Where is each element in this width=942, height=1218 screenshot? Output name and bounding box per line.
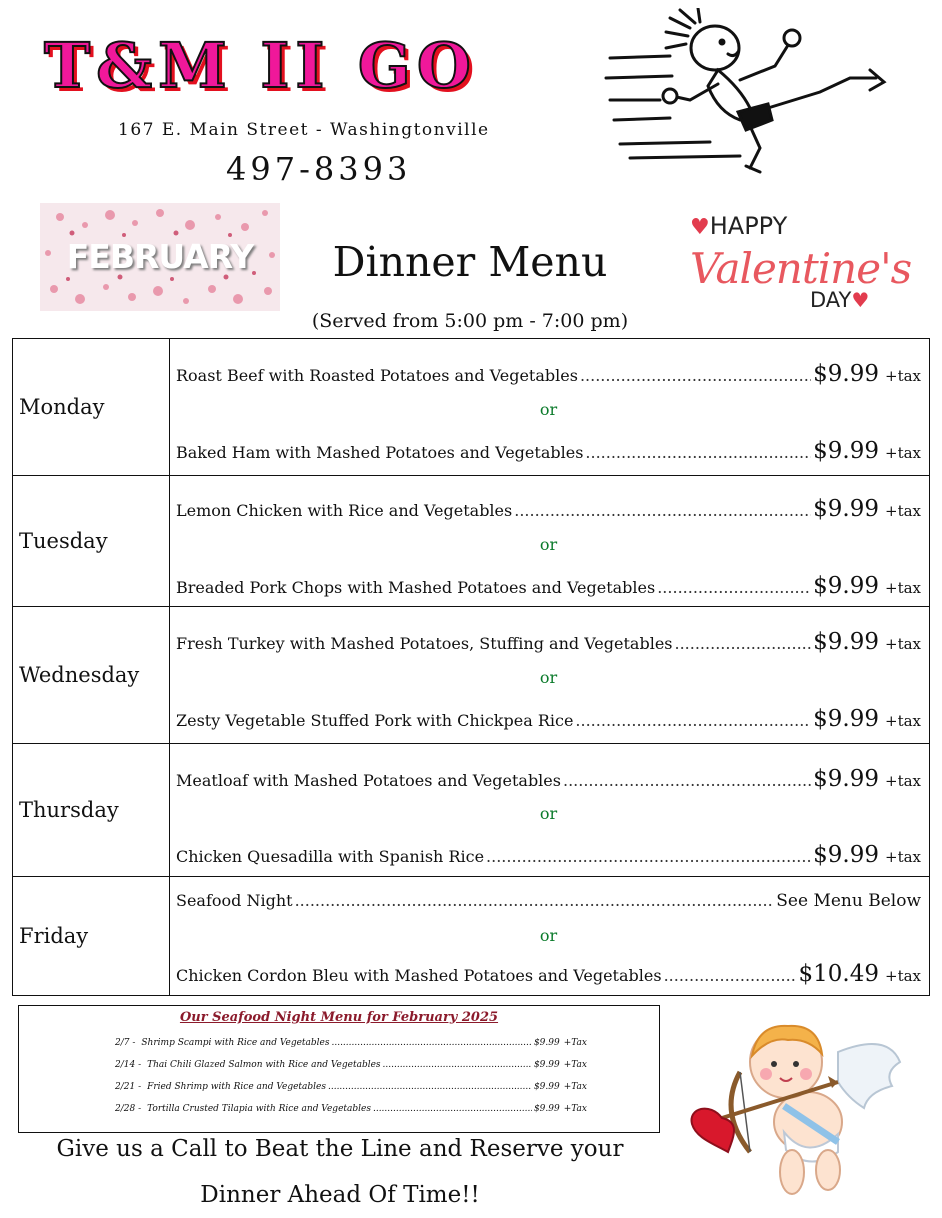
dish-price: $9.99 (813, 361, 879, 387)
seafood-item (115, 1104, 587, 1114)
dish-line (176, 842, 921, 868)
february-banner (40, 203, 280, 311)
seafood-tax: +Tax (563, 1060, 587, 1070)
dish-price: $10.49 (798, 961, 879, 987)
dish-price: $9.99 (813, 573, 879, 599)
served-hours: (Served from 5:00 pm - 7:00 pm) (311, 310, 629, 332)
address: 167 E. Main Street - Washingtonville (118, 120, 490, 140)
seafood-price: $9.99 (533, 1038, 560, 1048)
dish-price: $9.99 (813, 496, 879, 522)
seafood-date: 2/14 - (115, 1060, 142, 1070)
day-row-thursday (13, 744, 929, 877)
day-row-monday (13, 339, 929, 476)
valentine-happy: HAPPY (709, 212, 788, 240)
seafood-tax: +Tax (563, 1082, 587, 1092)
seafood-price: $9.99 (533, 1082, 560, 1092)
dish-price: $9.99 (813, 842, 879, 868)
seafood-date: 2/7 - (115, 1038, 136, 1048)
dish-line (176, 629, 921, 655)
day-row-friday (13, 877, 929, 995)
day-label: Wednesday (13, 607, 170, 743)
seafood-item (115, 1060, 587, 1070)
day-label: Tuesday (13, 476, 170, 606)
running-man-icon (600, 8, 890, 178)
seafood-price: $9.99 (533, 1060, 560, 1070)
or-separator: or (539, 400, 558, 419)
menu-table (12, 338, 930, 996)
seafood-name: Thai Chili Glazed Salmon with Rice and Vegetables (147, 1060, 381, 1070)
dish-name: Chicken Cordon Bleu with Mashed Potatoes and Vegetables (176, 966, 662, 985)
february-label: FEBRUARY (66, 237, 254, 276)
heart-icon: ♥ (690, 215, 710, 240)
dish-tax: +tax (885, 967, 921, 985)
seafood-item (115, 1082, 587, 1092)
dish-name: Baked Ham with Mashed Potatoes and Vegetables (176, 443, 584, 462)
seafood-item (115, 1038, 587, 1048)
or-separator: or (539, 668, 558, 687)
dish-tax: +tax (885, 712, 921, 730)
heart-icon: ♥ (851, 288, 870, 312)
dish-tax: +tax (885, 579, 921, 597)
dish-line (176, 961, 921, 987)
seafood-tax: +Tax (563, 1104, 587, 1114)
day-label: Thursday (13, 744, 170, 876)
dish-tax: +tax (885, 772, 921, 790)
logo-title: T&M II GO (44, 29, 477, 102)
dish-tax: +tax (885, 367, 921, 385)
menu-title: Dinner Menu (332, 238, 608, 286)
day-label: Friday (13, 877, 170, 995)
day-row-tuesday (13, 476, 929, 607)
dish-line (176, 706, 921, 732)
dish-price: $9.99 (813, 706, 879, 732)
dish-name: Zesty Vegetable Stuffed Pork with Chickpea Rice (176, 711, 574, 730)
dish-line (176, 573, 921, 599)
dish-line (176, 361, 921, 387)
or-separator: or (539, 804, 558, 823)
dish-name: Chicken Quesadilla with Spanish Rice (176, 847, 485, 866)
cupid-icon (688, 1012, 908, 1207)
call-to-action-line2: Dinner Ahead Of Time!! (200, 1182, 480, 1208)
dish-tax: +tax (885, 502, 921, 520)
dish-name: Fresh Turkey with Mashed Potatoes, Stuffing and Vegetables (176, 634, 673, 653)
valentine-script: Valentine's (690, 244, 912, 293)
dish-tax: +tax (885, 635, 921, 653)
dish-tax: +tax (885, 444, 921, 462)
day-row-wednesday (13, 607, 929, 744)
seafood-date: 2/21 - (115, 1082, 142, 1092)
phone-number: 497-8393 (226, 150, 412, 188)
dish-name: Meatloaf with Mashed Potatoes and Vegetables (176, 771, 561, 790)
seafood-tax: +Tax (563, 1038, 587, 1048)
valentine-day: DAY (810, 288, 852, 312)
dish-price: $9.99 (813, 438, 879, 464)
dish-tax: +tax (885, 848, 921, 866)
dish-line (176, 496, 921, 522)
dish-price: $9.99 (813, 629, 879, 655)
dish-line (176, 438, 921, 464)
dish-name: Lemon Chicken with Rice and Vegetables (176, 501, 513, 520)
seafood-name: Fried Shrimp with Rice and Vegetables (147, 1082, 326, 1092)
seafood-price: $9.99 (533, 1104, 560, 1114)
valentines-logo (690, 210, 912, 320)
see-menu-below: See Menu Below (776, 891, 921, 911)
day-label: Monday (13, 339, 170, 475)
seafood-name: Tortilla Crusted Tilapia with Rice and Vegetables (147, 1104, 371, 1114)
or-separator: or (539, 926, 558, 945)
dish-price: $9.99 (813, 766, 879, 792)
dish-line (176, 891, 921, 911)
seafood-title: Our Seafood Night Menu for February 2025 (179, 1010, 499, 1025)
seafood-name: Shrimp Scampi with Rice and Vegetables (141, 1038, 330, 1048)
dish-name: Seafood Night (176, 891, 293, 910)
seafood-date: 2/28 - (115, 1104, 142, 1114)
or-separator: or (539, 535, 558, 554)
dish-name: Breaded Pork Chops with Mashed Potatoes and Vegetables (176, 578, 656, 597)
call-to-action-line1: Give us a Call to Beat the Line and Reserve your (56, 1136, 624, 1162)
seafood-menu-box (18, 1005, 660, 1133)
dish-line (176, 766, 921, 792)
dish-name: Roast Beef with Roasted Potatoes and Vegetables (176, 366, 578, 385)
